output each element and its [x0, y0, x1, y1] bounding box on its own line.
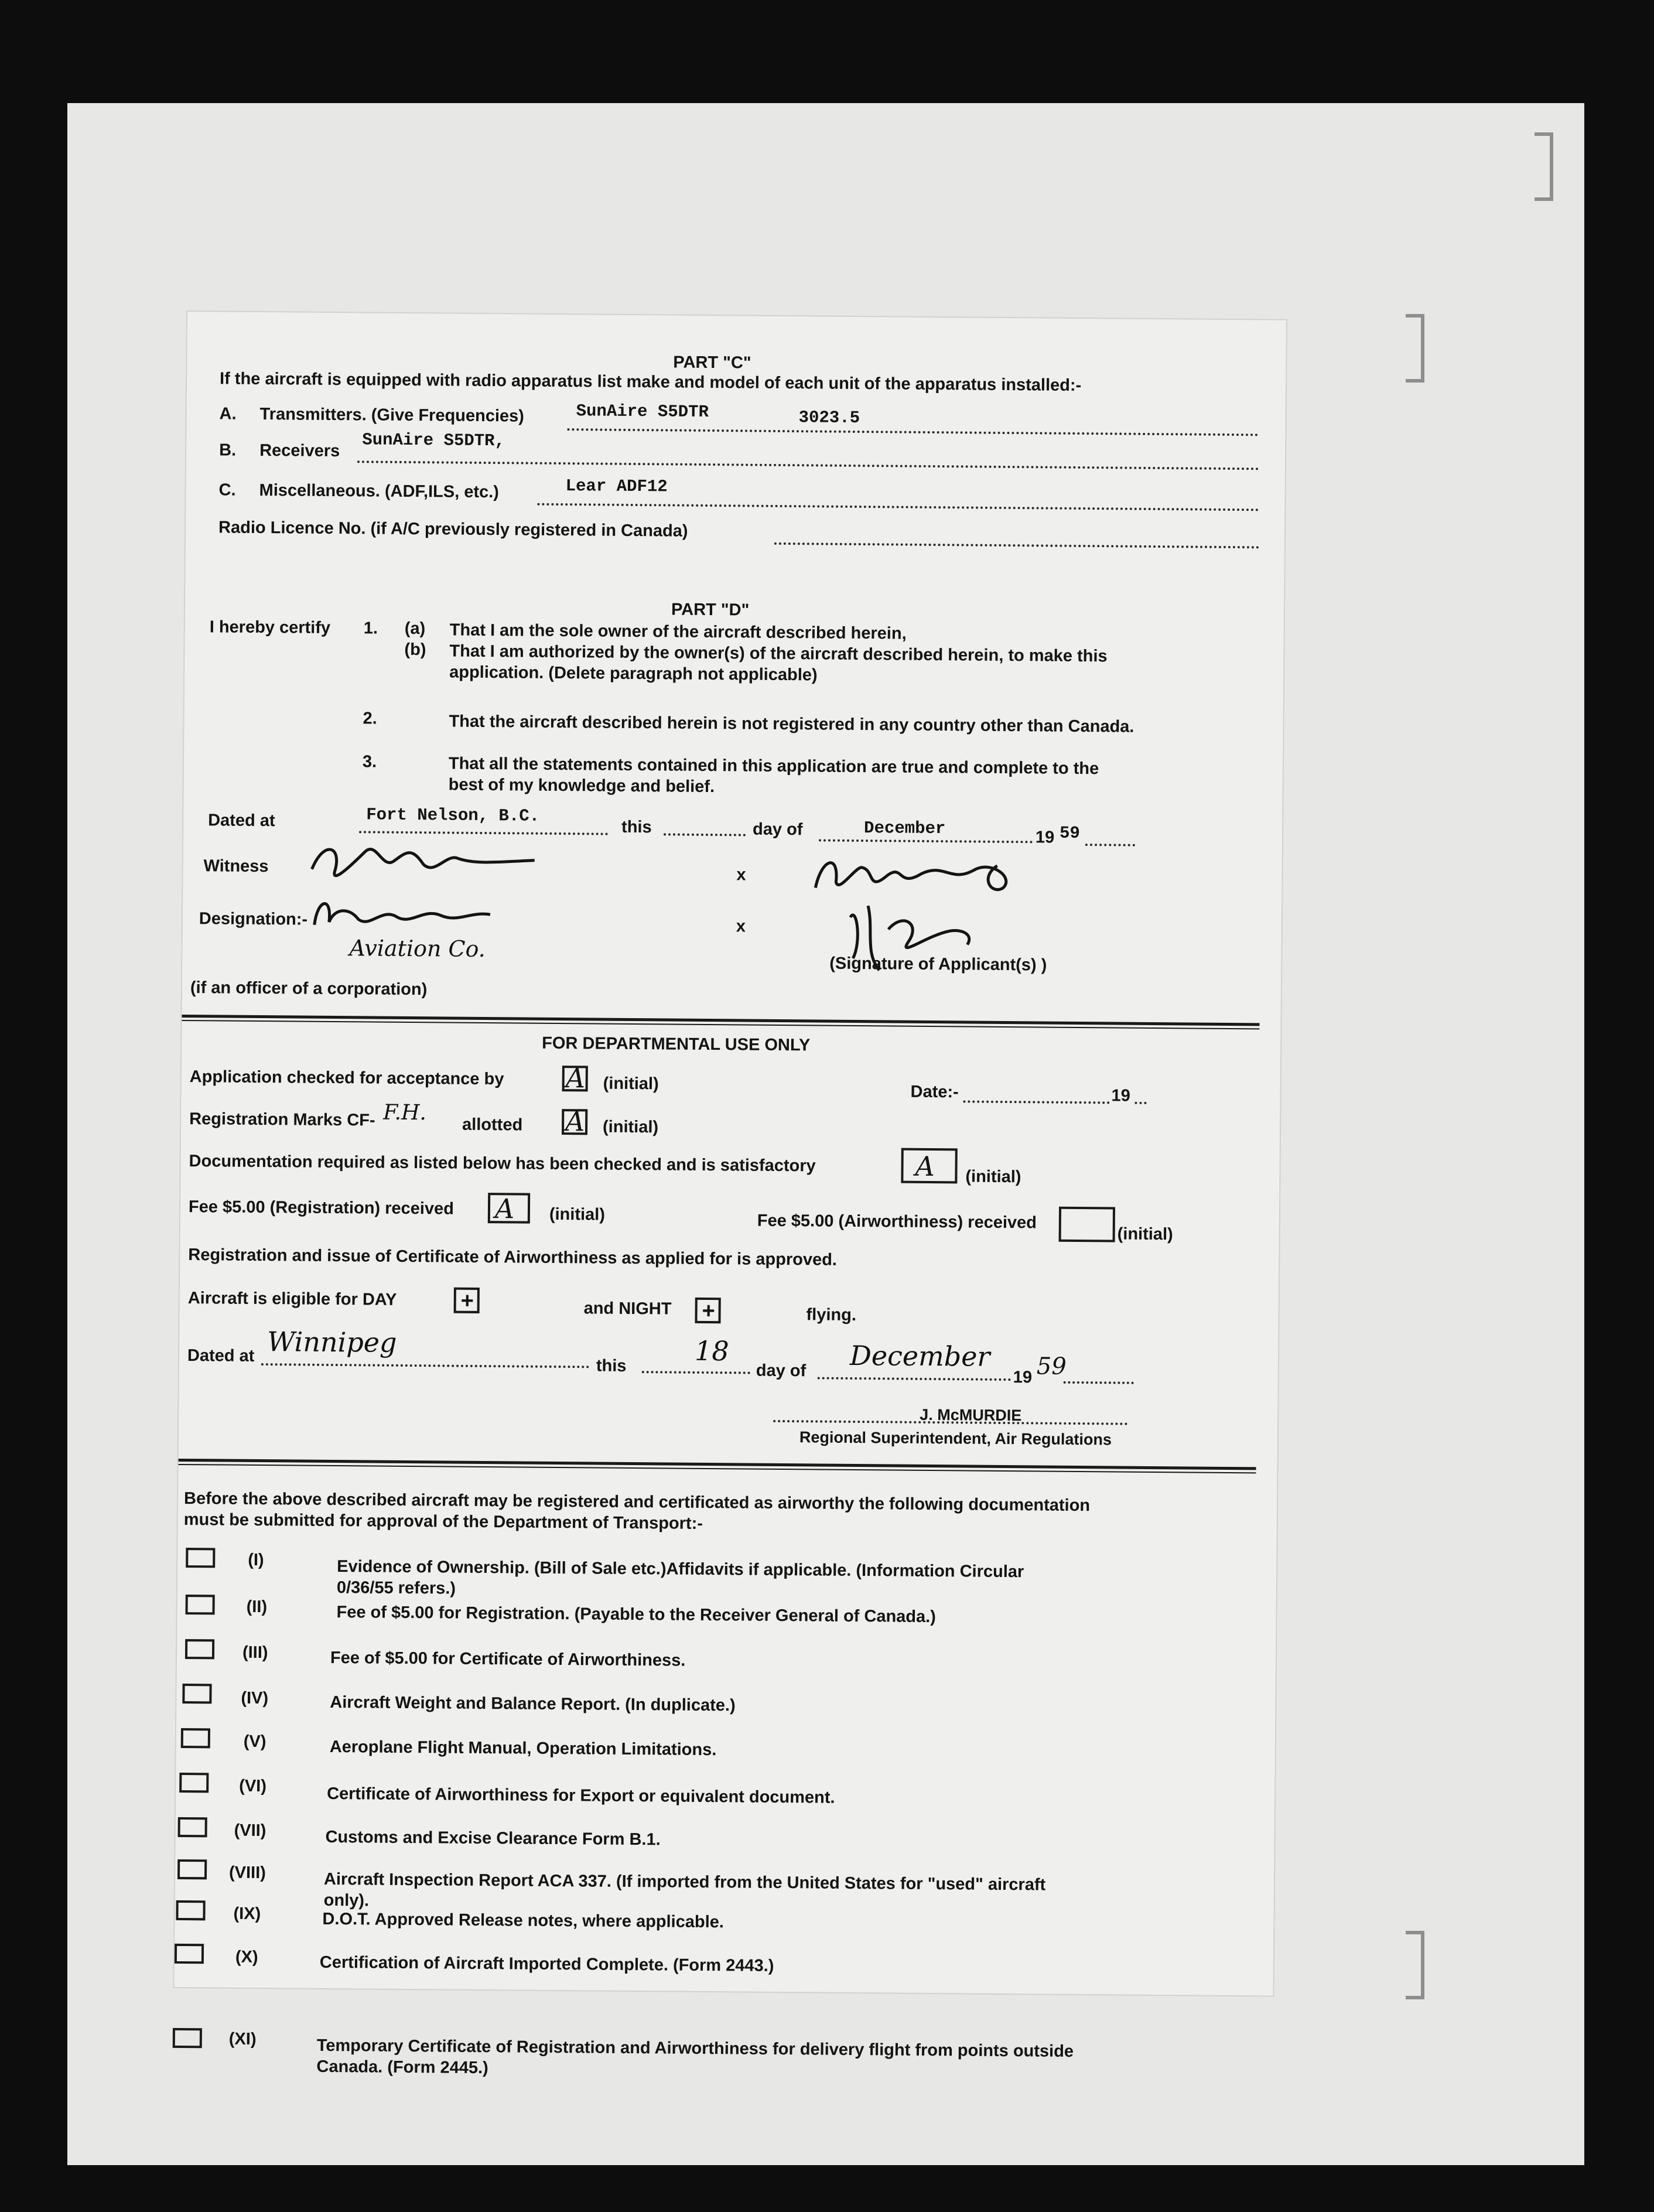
checklist-item-number: (VI) — [239, 1776, 267, 1796]
initial-box-checked[interactable]: A — [562, 1066, 588, 1091]
certify-lead: I hereby certify — [209, 617, 331, 637]
month-value: December — [863, 818, 946, 839]
year-prefix: 19 — [1035, 828, 1055, 847]
date-label: Date:- — [910, 1082, 959, 1102]
departmental-heading: FOR DEPARTMENTAL USE ONLY — [542, 1033, 811, 1055]
scan-corner-mark — [1535, 132, 1553, 201]
dept-dated-place: Winnipeg — [266, 1326, 397, 1358]
initial-box-fee-registration[interactable]: A — [488, 1193, 530, 1224]
initial-label-1: (initial) — [603, 1074, 659, 1094]
witness-label: Witness — [203, 856, 269, 876]
dotted-line — [818, 1377, 1011, 1381]
checklist-item-number: (X) — [235, 1947, 258, 1967]
checklist-item-text: Fee of $5.00 for Certificate of Airworthiness. — [330, 1648, 686, 1670]
checklist-item-number: (III) — [242, 1643, 268, 1663]
initial-box-marks[interactable]: A — [562, 1109, 587, 1135]
dotted-line — [1134, 1102, 1146, 1104]
part-c-heading: PART "C" — [673, 353, 751, 373]
checklist-item-text: Temporary Certificate of Registration and Airworthiness for delivery flight from points outside — [316, 2036, 1074, 2061]
transmitters-value: SunAire S5DTR — [576, 401, 709, 422]
checklist-item-text: Aircraft Weight and Balance Report. (In duplicate.) — [330, 1692, 736, 1715]
checklist-intro: Before the above described aircraft may be registered and certificated as airworthy the following documentation — [183, 1489, 1091, 1515]
checklist-checkbox[interactable] — [181, 1728, 210, 1748]
eligible-night-label: and NIGHT — [583, 1299, 672, 1319]
initial-label-4: (initial) — [549, 1204, 606, 1224]
regional-superintendent-label: Regional Superintendent, Air Regulations — [799, 1428, 1112, 1449]
statement-1a-text: That I am the sole owner of the aircraft described herein, — [449, 620, 907, 643]
dotted-line — [537, 503, 1259, 511]
checklist-checkbox[interactable] — [175, 1944, 204, 1964]
statement-1b-text: That I am authorized by the owner(s) of the aircraft described herein, to make this — [449, 641, 1108, 666]
statement-2-text: That the aircraft described herein is not registered in any country other than Canada. — [449, 712, 1134, 736]
miscellaneous-value: Lear ADF12 — [565, 476, 668, 497]
receivers-label: Receivers — [259, 441, 340, 461]
checklist-item-number: (XI) — [228, 2029, 257, 2049]
dotted-line — [1085, 844, 1135, 846]
dept-this-label: this — [596, 1356, 627, 1375]
receivers-value: SunAire S5DTR, — [362, 430, 505, 451]
section-divider — [182, 1015, 1259, 1029]
checklist-item-text: Aircraft Inspection Report ACA 337. (If imported from the United States for "used" aircraft — [323, 1869, 1046, 1894]
allotted-label: allotted — [462, 1115, 523, 1135]
checklist-item-text: Fee of $5.00 for Registration. (Payable to the Receiver General of Canada.) — [336, 1603, 937, 1627]
dept-year-value: 59 — [1036, 1353, 1067, 1380]
statement-3-text-cont: best of my knowledge and belief. — [448, 775, 715, 797]
checklist-item-number: (I) — [248, 1550, 264, 1570]
part-c-intro: If the aircraft is equipped with radio apparatus list make and model of each unit of the apparatus installed:- — [219, 369, 1082, 395]
checklist-checkbox[interactable] — [185, 1639, 214, 1659]
checklist-item-number: (IV) — [241, 1688, 269, 1708]
checklist-item-number: (VII) — [234, 1821, 266, 1841]
checklist-checkbox[interactable] — [186, 1548, 215, 1568]
dept-month-value: December — [849, 1339, 990, 1373]
checklist-intro-cont: must be submitted for approval of the Department of Transport:- — [183, 1510, 703, 1533]
officer-note: (if an officer of a corporation) — [190, 978, 428, 999]
checklist-item-text: Aeroplane Flight Manual, Operation Limitations. — [329, 1737, 717, 1760]
signature-label: (Signature of Applicant(s) ) — [829, 954, 1047, 975]
date-year-prefix: 19 — [1111, 1086, 1130, 1105]
applicant-x-mark-2: x — [736, 917, 746, 936]
dotted-line — [1064, 1381, 1134, 1384]
initial-label-3: (initial) — [965, 1167, 1021, 1187]
item-b-letter: B. — [219, 441, 237, 460]
checklist-checkbox[interactable] — [176, 1900, 205, 1920]
dotted-line — [963, 1100, 1109, 1104]
statement-1a-letter: (a) — [404, 619, 426, 639]
transmitters-frequency: 3023.5 — [798, 408, 860, 428]
checklist-checkbox[interactable] — [179, 1773, 209, 1793]
documentation-label: Documentation required as listed below has been checked and is satisfactory — [189, 1152, 816, 1176]
checklist-item-text-cont: Canada. (Form 2445.) — [316, 2057, 488, 2078]
initial-box-documentation[interactable]: A — [901, 1148, 957, 1184]
statement-3-text: That all the statements contained in this application are true and complete to the — [448, 754, 1099, 779]
dept-day-value: 18 — [694, 1334, 729, 1367]
checklist-item-text: Certificate of Airworthiness for Export or equivalent document. — [327, 1784, 835, 1807]
dotted-line — [567, 428, 1258, 436]
witness-signature — [300, 828, 546, 895]
approval-statement: Registration and issue of Certificate of Airworthiness as applied for is approved. — [188, 1245, 838, 1269]
dotted-line — [261, 1363, 589, 1368]
day-checkbox[interactable]: + — [454, 1288, 480, 1313]
scan-corner-mark — [1406, 314, 1424, 383]
registration-marks-value: F.H. — [383, 1100, 427, 1125]
statement-3-number: 3. — [362, 752, 377, 772]
checklist-item-number: (V) — [243, 1732, 266, 1752]
checklist-item-number: (II) — [246, 1597, 268, 1617]
dated-at-label: Dated at — [208, 811, 275, 831]
checklist-checkbox[interactable] — [178, 1817, 207, 1837]
checklist-item-text: Certification of Aircraft Imported Complete. (Form 2443.) — [319, 1952, 774, 1975]
scan-corner-mark — [1406, 1931, 1424, 1999]
checklist-item-text-cont: only). — [323, 1890, 370, 1910]
dotted-line — [664, 833, 746, 836]
initial-label-5: (initial) — [1117, 1224, 1173, 1244]
checklist-checkbox[interactable] — [182, 1684, 211, 1704]
statement-1-number: 1. — [363, 619, 378, 638]
section-divider — [179, 1459, 1256, 1473]
checklist-checkbox[interactable] — [177, 1859, 207, 1879]
item-a-letter: A. — [219, 404, 237, 424]
this-label: this — [621, 817, 652, 837]
dotted-line — [357, 460, 1259, 470]
miscellaneous-label: Miscellaneous. (ADF,ILS, etc.) — [259, 480, 500, 502]
statement-2-number: 2. — [363, 709, 377, 728]
dept-day-of-label: day of — [756, 1361, 807, 1381]
checklist-item-text-cont: 0/36/55 refers.) — [336, 1578, 456, 1598]
designation-label: Designation:- — [199, 909, 308, 929]
part-d-heading: PART "D" — [671, 600, 750, 620]
checklist-item-number: (IX) — [233, 1904, 261, 1924]
dated-at-place: Fort Nelson, B.C. — [366, 805, 540, 826]
statement-1b-text-cont: application. (Delete paragraph not applicable) — [449, 663, 818, 685]
official-stamp-name: J. McMURDIE — [920, 1405, 1022, 1425]
dept-year-prefix: 19 — [1013, 1368, 1033, 1387]
checked-by-label: Application checked for acceptance by — [189, 1067, 504, 1089]
checklist-item-text: Evidence of Ownership. (Bill of Sale etc.)Affidavits if applicable. (Information Circular — [337, 1557, 1024, 1582]
applicant-x-mark-1: x — [736, 865, 746, 885]
dept-dated-at-label: Dated at — [187, 1346, 255, 1366]
day-of-label: day of — [752, 820, 803, 839]
dotted-line — [774, 542, 1259, 549]
dotted-line — [642, 1371, 750, 1374]
flying-label: flying. — [806, 1305, 857, 1325]
transmitters-label: Transmitters. (Give Frequencies) — [259, 404, 525, 426]
designation-handwriting — [306, 890, 500, 938]
radio-licence-label: Radio Licence No. (if A/C previously registered in Canada) — [218, 518, 688, 541]
item-c-letter: C. — [218, 480, 236, 500]
registration-marks-label: Registration Marks CF- — [189, 1110, 375, 1130]
form-sheet — [175, 312, 1286, 1996]
designation-value: Aviation Co. — [349, 935, 486, 962]
year-value: 59 — [1059, 823, 1080, 843]
initial-box-fee-airworthiness[interactable] — [1059, 1207, 1115, 1242]
fee-registration-label: Fee $5.00 (Registration) received — [188, 1197, 454, 1218]
statement-1b-letter: (b) — [404, 640, 426, 660]
initial-label-2: (initial) — [602, 1117, 659, 1137]
checklist-item-number: (VIII) — [228, 1863, 266, 1883]
fee-airworthiness-label: Fee $5.00 (Airworthiness) received — [757, 1211, 1037, 1233]
checklist-item-text: D.O.T. Approved Release notes, where applicable. — [322, 1909, 725, 1932]
night-checkbox[interactable]: + — [695, 1298, 720, 1323]
eligible-day-label: Aircraft is eligible for DAY — [187, 1289, 397, 1309]
checklist-item-text: Customs and Excise Clearance Form B.1. — [325, 1827, 661, 1849]
checklist-checkbox[interactable] — [186, 1595, 215, 1614]
